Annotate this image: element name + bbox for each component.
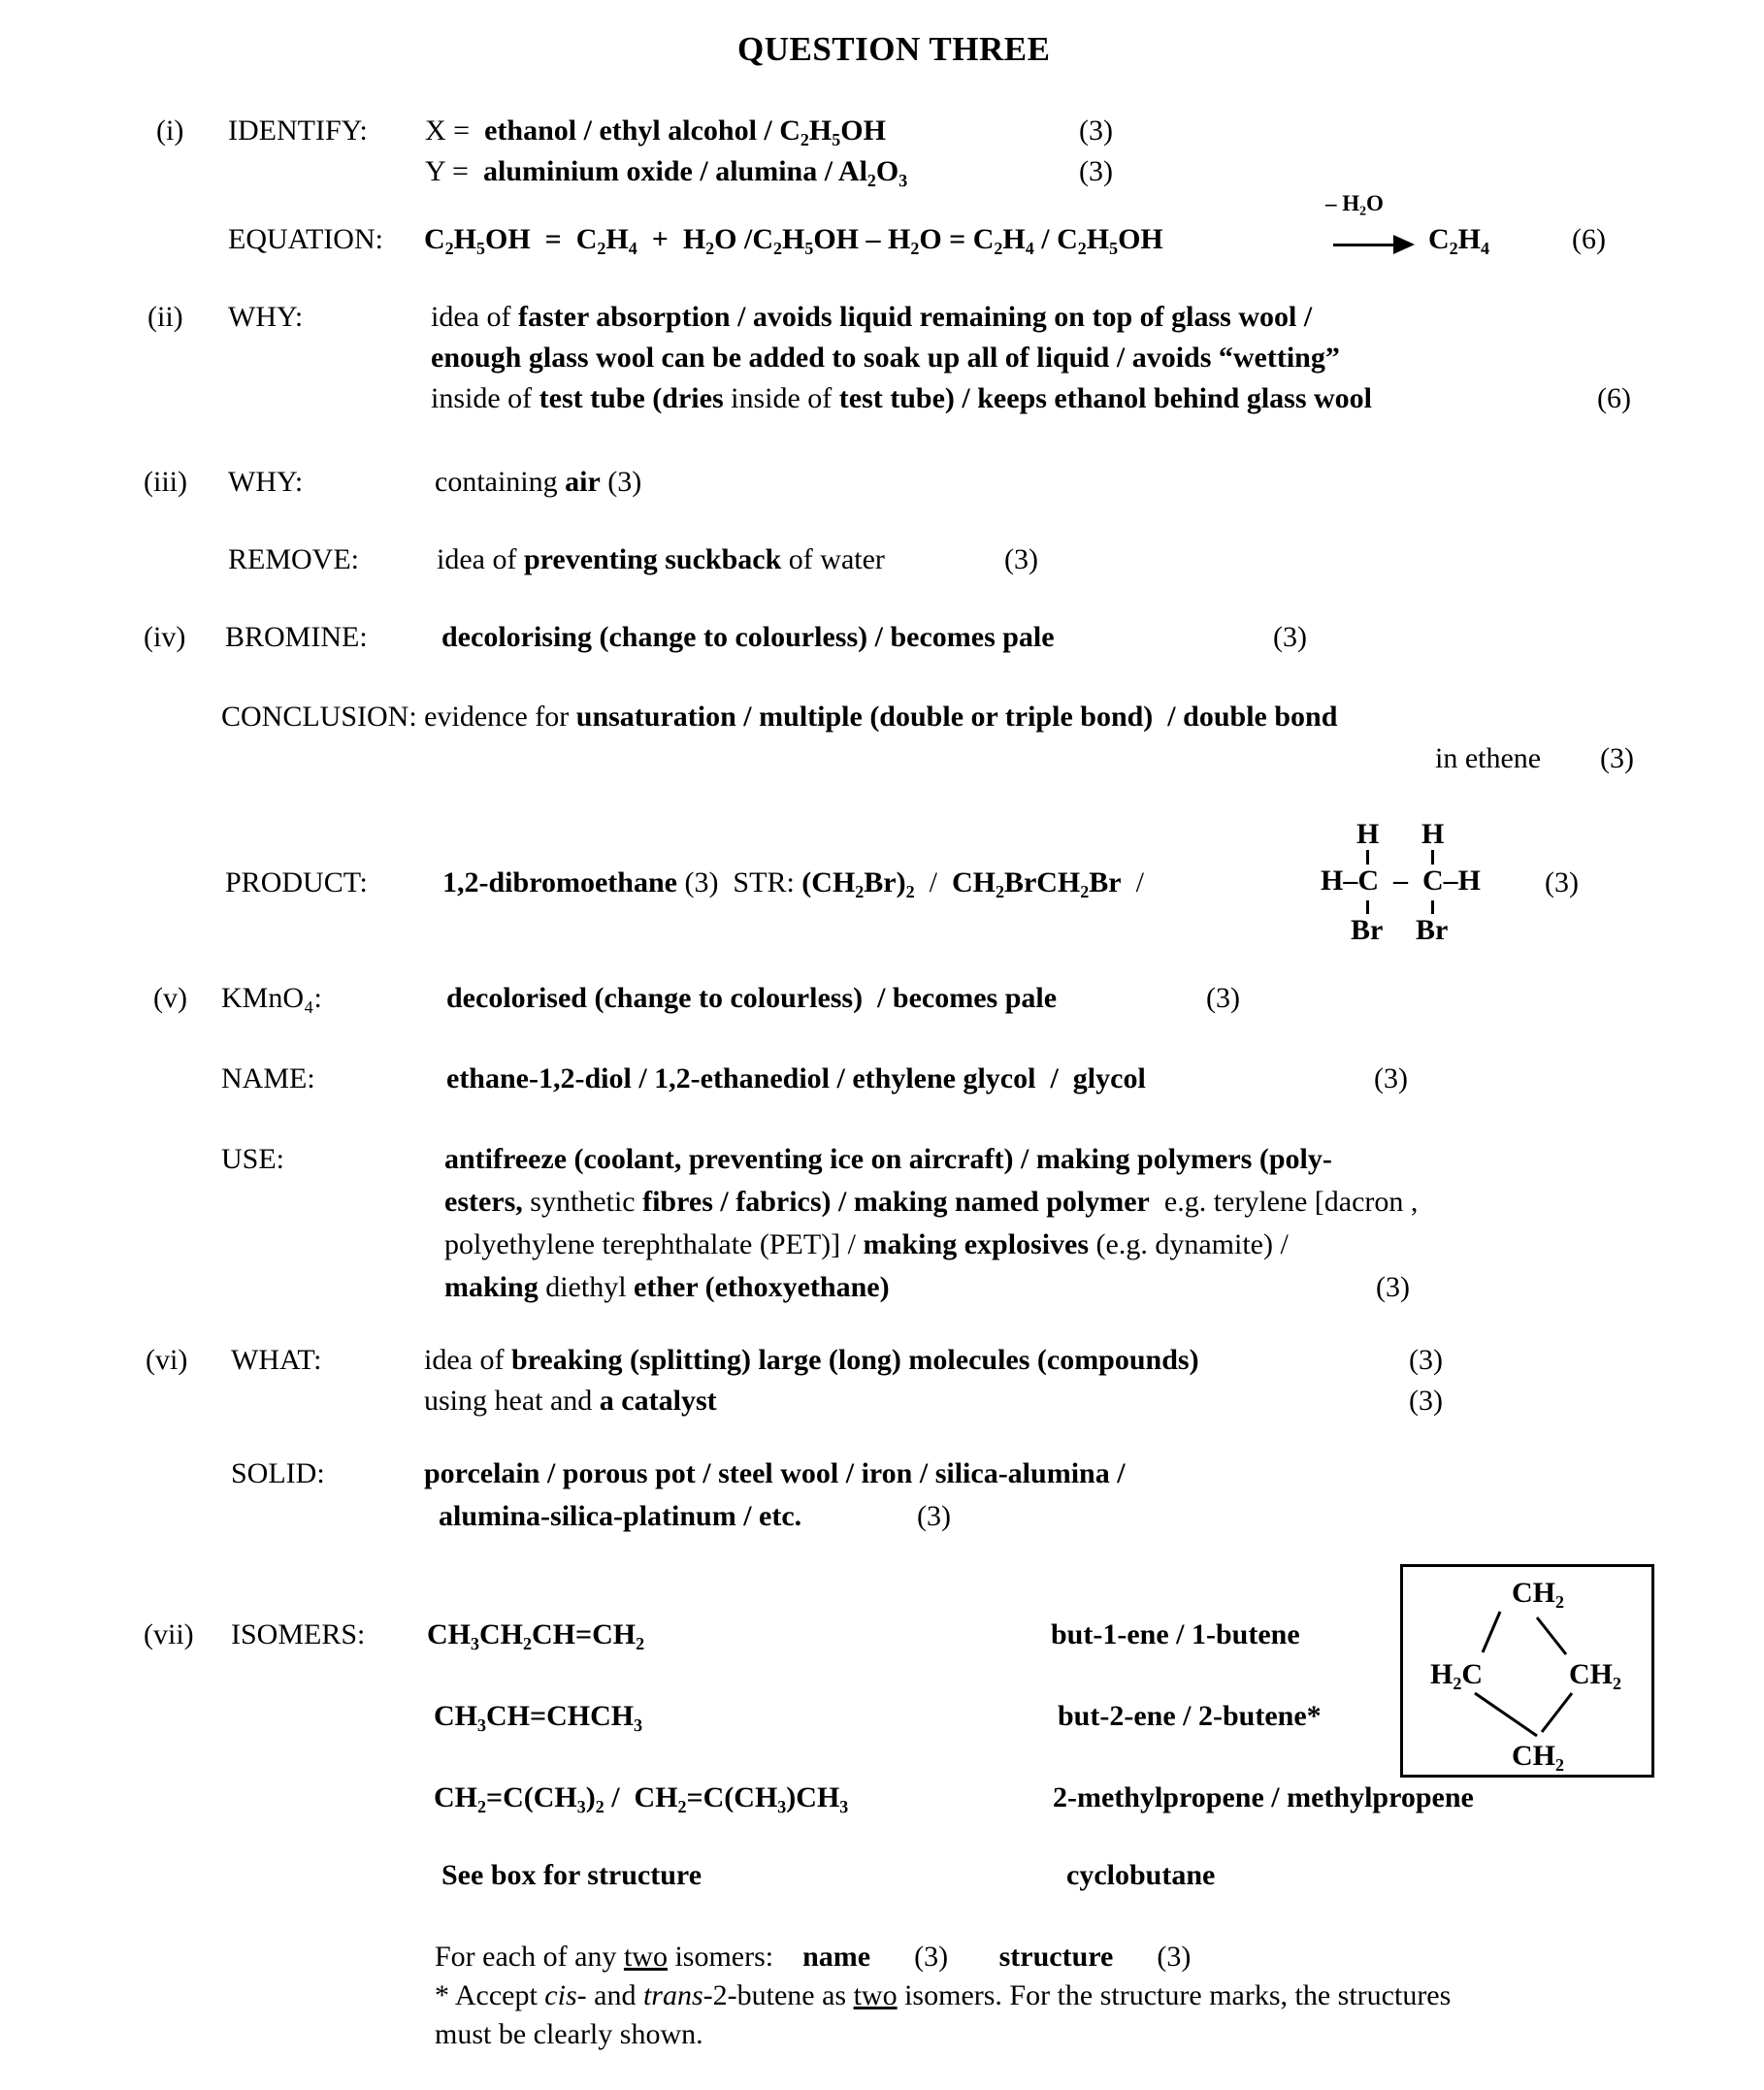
text-segment: diethyl [538, 1271, 635, 1303]
text-segment: making [444, 1271, 539, 1303]
text-segment: porcelain / porous pot / steel wool / iron / silica-alumina / [424, 1457, 1126, 1489]
text-segment: unsaturation / multiple (double or triple bond) / double bond [575, 701, 1338, 733]
equation-line [424, 223, 1163, 255]
text-segment: preventing suckback [523, 543, 782, 575]
text-segment: air [565, 466, 601, 498]
atom-br: Br [1416, 914, 1449, 946]
text-segment: two [853, 1979, 898, 2011]
answer-line [444, 1228, 1289, 1260]
text-segment: inside of [731, 382, 839, 414]
answer-line [444, 1143, 1332, 1175]
ring-atom-left: H₂C [1430, 1658, 1483, 1690]
row-label-why-iii: WHY: [228, 466, 304, 498]
text-segment: test tube) / keeps ethanol behind glass wool [838, 382, 1373, 414]
cyclobutane-structure-box [1400, 1564, 1654, 1778]
equation-product: C₂H₄ [1428, 223, 1489, 255]
text-segment: / [914, 866, 952, 898]
answer-line [431, 301, 1312, 333]
answer-line [431, 342, 1340, 374]
text-segment: idea of [424, 1344, 511, 1376]
text-segment: (e.g. dynamite) / [1089, 1228, 1289, 1260]
structure-backbone: H–C – C–H [1321, 865, 1481, 897]
text-segment: ethane-1,2-diol / 1,2-ethanediol / ethylene glycol / glycol [446, 1062, 1146, 1094]
row-label-identify: IDENTIFY: [228, 114, 368, 147]
text-segment: structure [998, 1941, 1114, 1973]
marks-remove: (3) [1004, 543, 1038, 575]
text-segment: decolorised (change to colourless) / becomes pale [446, 982, 1058, 1014]
text-segment: polyethylene terephthalate (PET)] / [444, 1228, 864, 1260]
answer-line [437, 543, 885, 575]
item-number-vii: (vii) [144, 1618, 194, 1650]
dibromoethane-structure [1312, 818, 1496, 949]
text-segment: 2-butene as [712, 1979, 854, 2011]
text-segment: Y = [425, 155, 483, 187]
text-segment: inside of [431, 382, 539, 414]
answer-line [446, 982, 1057, 1014]
text-segment: antifreeze (coolant, preventing ice on aircraft) / making polymers (poly- [444, 1143, 1332, 1175]
text-segment: * Accept [435, 1979, 545, 2011]
text-segment: For each of any [435, 1941, 624, 1973]
bond-vertical [1366, 900, 1369, 914]
text-segment: test tube (dries [539, 382, 732, 414]
row-label-what: WHAT: [231, 1344, 322, 1376]
text-segment: CONCLUSION: evidence for [221, 701, 576, 733]
answer-line [424, 1344, 1199, 1376]
ring-atom-top: CH₂ [1512, 1577, 1564, 1609]
atom-br: Br [1351, 914, 1384, 946]
text-segment: faster absorption / avoids liquid remaining on top of glass wool / [517, 301, 1313, 333]
row-label-bromine: BROMINE: [225, 621, 368, 653]
text-segment: breaking (splitting) large (long) molecules (compounds) [510, 1344, 1199, 1376]
text-segment: of water [781, 543, 885, 575]
answer-line [446, 1062, 1146, 1094]
text-segment: a catalyst [599, 1385, 717, 1417]
marks-use: (3) [1376, 1271, 1410, 1303]
text-segment: (3) STR: [676, 866, 802, 898]
text-segment: isomers: [667, 1941, 803, 1973]
answer-line [424, 1457, 1126, 1489]
answer-line [431, 382, 1372, 414]
marks-ii: (6) [1597, 382, 1631, 414]
text-segment: ethanol / ethyl alcohol / C₂H₅OH [484, 114, 886, 147]
text-segment: / [1121, 866, 1144, 898]
marks-name: (3) [1374, 1062, 1408, 1094]
footer-marking-line [435, 1941, 1191, 1973]
row-label-isomers: ISOMERS: [231, 1618, 366, 1650]
marks-what-2: (3) [1409, 1385, 1443, 1417]
ring-atom-bottom: CH₂ [1512, 1740, 1564, 1772]
text-segment: C₂H₅OH = C₂H₄ + H₂O /C₂H₅OH – H₂O = C₂H₄ / C₂H₅OH [424, 223, 1163, 255]
text-segment: (3) [870, 1941, 999, 1973]
isomer-formula: CH₃CH=CHCH₃ [434, 1700, 643, 1732]
text-segment: trans- [642, 1979, 713, 2011]
isomer-formula: See box for structure [441, 1859, 702, 1891]
reaction-arrow-head [1393, 235, 1415, 254]
item-number-iv: (iv) [144, 621, 186, 653]
text-segment: e.g. terylene [dacron , [1149, 1186, 1419, 1218]
row-label-why-ii: WHY: [228, 301, 304, 333]
text-segment: cis- [544, 1979, 587, 2011]
text-segment: making explosives [863, 1228, 1090, 1260]
text-segment: 1,2-dibromoethane [442, 866, 677, 898]
arrow-condition-label: – H₂O [1325, 191, 1384, 215]
answer-line [439, 1500, 801, 1532]
row-label-solid: SOLID: [231, 1457, 325, 1489]
bond-vertical [1366, 850, 1369, 865]
text-segment: decolorising (change to colourless) / becomes pale [441, 621, 1055, 653]
row-label-remove: REMOVE: [228, 543, 359, 575]
bond-vertical [1431, 850, 1434, 865]
answer-line [444, 1186, 1418, 1218]
marks-equation: (6) [1572, 223, 1606, 255]
row-label-use: USE: [221, 1143, 285, 1175]
marks-product: (3) [1545, 866, 1579, 898]
text-segment: aluminium oxide / alumina / Al₂O₃ [482, 155, 908, 187]
marks-x: (3) [1079, 114, 1113, 147]
answer-line [442, 866, 1144, 898]
item-number-iii: (iii) [144, 466, 187, 498]
answer-line [435, 466, 641, 498]
text-segment: synthetic [522, 1186, 643, 1218]
answer-line-x [425, 114, 886, 147]
item-number-i: (i) [156, 114, 184, 147]
text-segment: enough glass wool can be added to soak up all of liquid / avoids “wetting” [431, 342, 1340, 374]
row-label-equation: EQUATION: [228, 223, 383, 255]
text-segment: in ethene [1435, 742, 1542, 774]
conclusion-continued [1435, 742, 1541, 774]
isomer-formula: CH₂=C(CH₃)₂ / CH₂=C(CH₃)CH₃ [434, 1781, 849, 1813]
marks-what-1: (3) [1409, 1344, 1443, 1376]
answer-line [424, 1385, 717, 1417]
footer-note-line [435, 1979, 1451, 2011]
text-segment: containing [435, 466, 566, 498]
row-label-product: PRODUCT: [225, 866, 368, 898]
ring-atom-right: CH₂ [1569, 1658, 1621, 1690]
reaction-arrow-shaft [1333, 244, 1393, 246]
text-segment: alumina-silica-platinum / etc. [439, 1500, 802, 1532]
answer-line-y [425, 155, 907, 187]
text-segment: X = [425, 114, 485, 147]
isomer-formula: CH₃CH₂CH=CH₂ [427, 1618, 645, 1650]
text-segment: esters, [444, 1186, 523, 1218]
text-segment: idea of [437, 543, 524, 575]
text-segment: (3) [600, 466, 642, 498]
marks-y: (3) [1079, 155, 1113, 187]
row-label-name: NAME: [221, 1062, 315, 1094]
isomer-name: cyclobutane [1066, 1859, 1216, 1891]
answer-line [444, 1271, 890, 1303]
text-segment: (3) [1113, 1941, 1192, 1973]
conclusion-line [221, 701, 1337, 733]
text-segment: ether (ethoxyethane) [634, 1271, 890, 1303]
isomer-name: 2-methylpropene / methylpropene [1053, 1781, 1474, 1813]
row-label-kmno4: KMnO₄: [221, 982, 322, 1014]
footer-note-line [435, 2018, 703, 2050]
text-segment: idea of [431, 301, 518, 333]
text-segment: and [586, 1979, 643, 2011]
text-segment: fibres / fabrics) / making named polymer [642, 1186, 1150, 1218]
isomer-name: but-1-ene / 1-butene [1051, 1618, 1300, 1650]
text-segment: CH₂BrCH₂Br [951, 866, 1122, 898]
text-segment: isomers. For the structure marks, the structures [897, 1979, 1452, 2011]
text-segment: name [802, 1941, 871, 1973]
marks-conclusion: (3) [1600, 742, 1634, 774]
marks-kmno4: (3) [1206, 982, 1240, 1014]
item-number-ii: (ii) [147, 301, 183, 333]
text-segment: must be clearly shown. [435, 2018, 703, 2050]
text-segment: two [623, 1941, 668, 1973]
marks-bromine: (3) [1273, 621, 1307, 653]
bond-vertical [1431, 900, 1434, 914]
question-title: QUESTION THREE [737, 30, 1051, 68]
marks-solid: (3) [917, 1500, 951, 1532]
answer-line [441, 621, 1055, 653]
item-number-v: (v) [153, 982, 187, 1014]
text-segment: using heat and [424, 1385, 600, 1417]
isomer-name: but-2-ene / 2-butene* [1058, 1700, 1322, 1732]
atom-h: H [1356, 818, 1380, 850]
atom-h: H [1421, 818, 1445, 850]
text-segment: (CH₂Br)₂ [801, 866, 915, 898]
item-number-vi: (vi) [146, 1344, 188, 1376]
